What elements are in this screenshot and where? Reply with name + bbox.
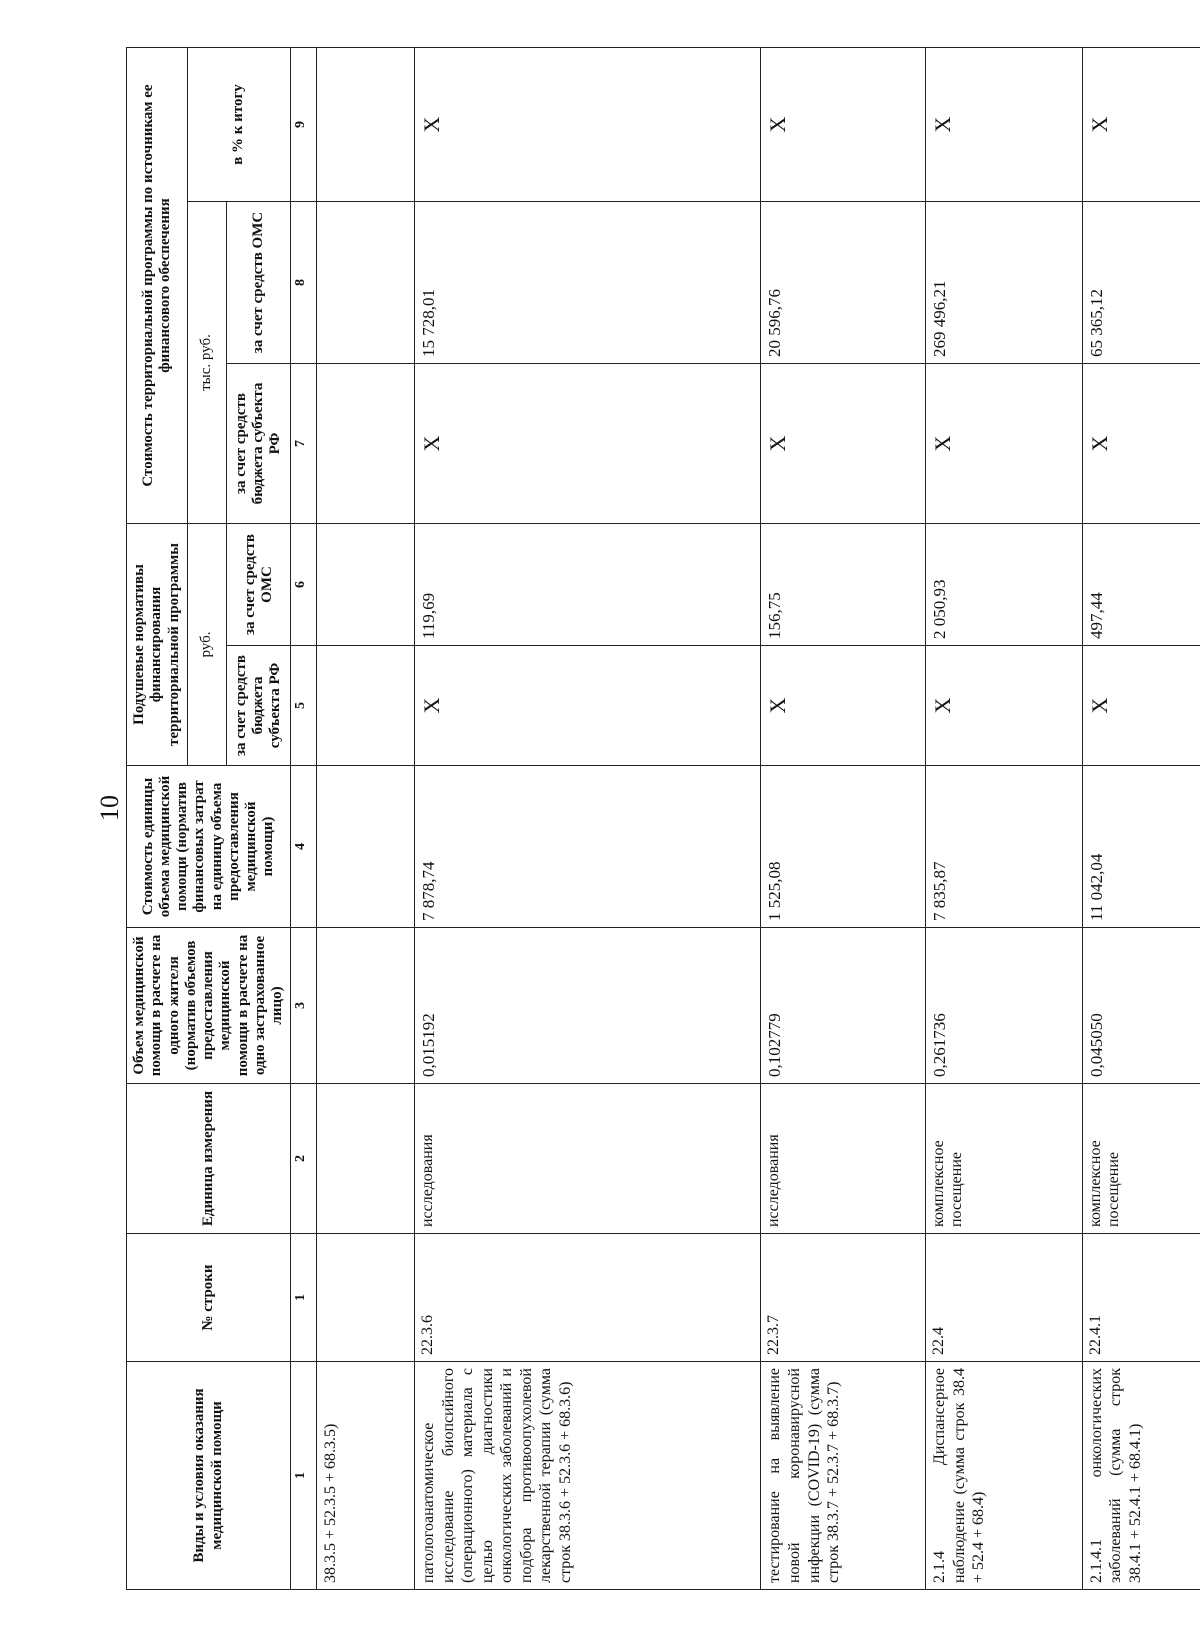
row-unit-cost: 11 042,04: [1082, 766, 1200, 928]
column-number: 2: [291, 1084, 317, 1234]
row-cost-oms: 269 496,21: [926, 202, 1082, 364]
financing-table: [126, 47, 1200, 1590]
header-oms-cost: за счет средств ОМС: [227, 202, 291, 364]
row-cost-budget: [317, 364, 415, 524]
row-name: 38.3.5 + 52.3.5 + 68.3.5): [317, 1362, 415, 1590]
row-norm-oms: 2 050,93: [926, 524, 1082, 646]
column-number: 7: [291, 364, 317, 524]
row-norm-oms: [317, 524, 415, 646]
row-unit-cost: 1 525,08: [761, 766, 926, 928]
column-number: 6: [291, 524, 317, 646]
row-cost-oms: 15 728,01: [415, 202, 761, 364]
column-number: 1: [291, 1362, 317, 1590]
row-percent: X: [926, 48, 1082, 202]
row-cost-oms: 20 596,76: [761, 202, 926, 364]
header-norms-group: Подушевые нормативы финансирования территориальной программы: [127, 524, 188, 766]
row-unit: исследования: [415, 1084, 761, 1234]
column-number: 9: [291, 48, 317, 202]
row-cost-budget: X: [926, 364, 1082, 524]
header-unit: Единица измерения: [127, 1084, 291, 1234]
row-norm-budget: X: [926, 646, 1082, 766]
header-volume: Объем медицинской помощи в расчете на одного жителя (норматив объемов предоставления медицинской помощи в расчете на одно застрахованное лицо): [127, 928, 291, 1084]
header-budget-cost: за счет средств бюджета субъекта РФ: [227, 364, 291, 524]
row-percent: X: [761, 48, 926, 202]
row-unit: исследования: [761, 1084, 926, 1234]
row-number: 22.3.7: [761, 1234, 926, 1362]
row-name: 2.1.4.1 онкологических заболеваний (сумма строк 38.4.1 + 52.4.1 + 68.4.1): [1082, 1362, 1200, 1590]
row-unit-cost: 7 878,74: [415, 766, 761, 928]
header-norms-unit: руб.: [187, 524, 227, 766]
row-cost-budget: X: [1082, 364, 1200, 524]
row-volume: 0,261736: [926, 928, 1082, 1084]
row-cost-budget: X: [415, 364, 761, 524]
row-norm-budget: X: [1082, 646, 1200, 766]
row-percent: X: [1082, 48, 1200, 202]
column-number: 5: [291, 646, 317, 766]
row-norm-oms: 156,75: [761, 524, 926, 646]
row-unit: комплексное посещение: [926, 1084, 1082, 1234]
header-row-number: № строки: [127, 1234, 291, 1362]
row-percent: X: [415, 48, 761, 202]
row-norm-budget: X: [415, 646, 761, 766]
row-number: 22.3.6: [415, 1234, 761, 1362]
row-norm-oms: 497,44: [1082, 524, 1200, 646]
row-norm-oms: 119,69: [415, 524, 761, 646]
row-volume: 0,102779: [761, 928, 926, 1084]
header-cost-group: Стоимость территориальной программы по источникам ее финансового обеспечения: [127, 48, 188, 524]
row-cost-budget: X: [761, 364, 926, 524]
header-cost-unit: тыс. руб.: [187, 202, 227, 524]
row-unit-cost: [317, 766, 415, 928]
column-number: 3: [291, 928, 317, 1084]
row-norm-budget: [317, 646, 415, 766]
row-number: 22.4: [926, 1234, 1082, 1362]
column-number: 8: [291, 202, 317, 364]
row-cost-oms: 65 365,12: [1082, 202, 1200, 364]
row-name: тестирование на выявление новой коронавирусной инфекции (COVID-19) (сумма строк 38.3.7 + 52.3.7 + 68.3.7): [761, 1362, 926, 1590]
header-budget-norm: за счет средств бюджета субъекта РФ: [227, 646, 291, 766]
row-volume: 0,045050: [1082, 928, 1200, 1084]
row-number: 22.4.1: [1082, 1234, 1200, 1362]
header-unit-cost: Стоимость единицы объема медицинской помощи (норматив финансовых затрат на единицу объема предоставления медицинской помощи): [127, 766, 291, 928]
row-volume: 0,015192: [415, 928, 761, 1084]
row-name: патологоанатомическое исследование биопсийного (операционного) материала с целью диагностики онкологических заболеваний и подбора противоопухолевой лекарственной терапии (сумма строк 38.3.6 + 52.3.6 + 68.3.6): [415, 1362, 761, 1590]
row-volume: [317, 928, 415, 1084]
row-norm-budget: X: [761, 646, 926, 766]
header-oms-norm: за счет средств ОМС: [227, 524, 291, 646]
row-unit: [317, 1084, 415, 1234]
table-row: [1082, 48, 1200, 1590]
page-number: 10: [95, 795, 124, 821]
row-number: [317, 1234, 415, 1362]
row-percent: [317, 48, 415, 202]
header-types: Виды и условия оказания медицинской помощи: [127, 1362, 291, 1590]
row-name: 2.1.4 Диспансерное наблюдение (сумма строк 38.4 + 52.4 + 68.4): [926, 1362, 1082, 1590]
table-row: [761, 48, 926, 1590]
table-row: [926, 48, 1082, 1590]
rotated-table-container: [126, 48, 1200, 1590]
table-row: [415, 48, 761, 1590]
row-unit-cost: 7 835,87: [926, 766, 1082, 928]
column-number: 4: [291, 766, 317, 928]
row-unit: комплексное посещение: [1082, 1084, 1200, 1234]
column-number: 1: [291, 1234, 317, 1362]
header-percent: в % к итогу: [187, 48, 291, 202]
row-cost-oms: [317, 202, 415, 364]
table-row: [317, 48, 415, 1590]
